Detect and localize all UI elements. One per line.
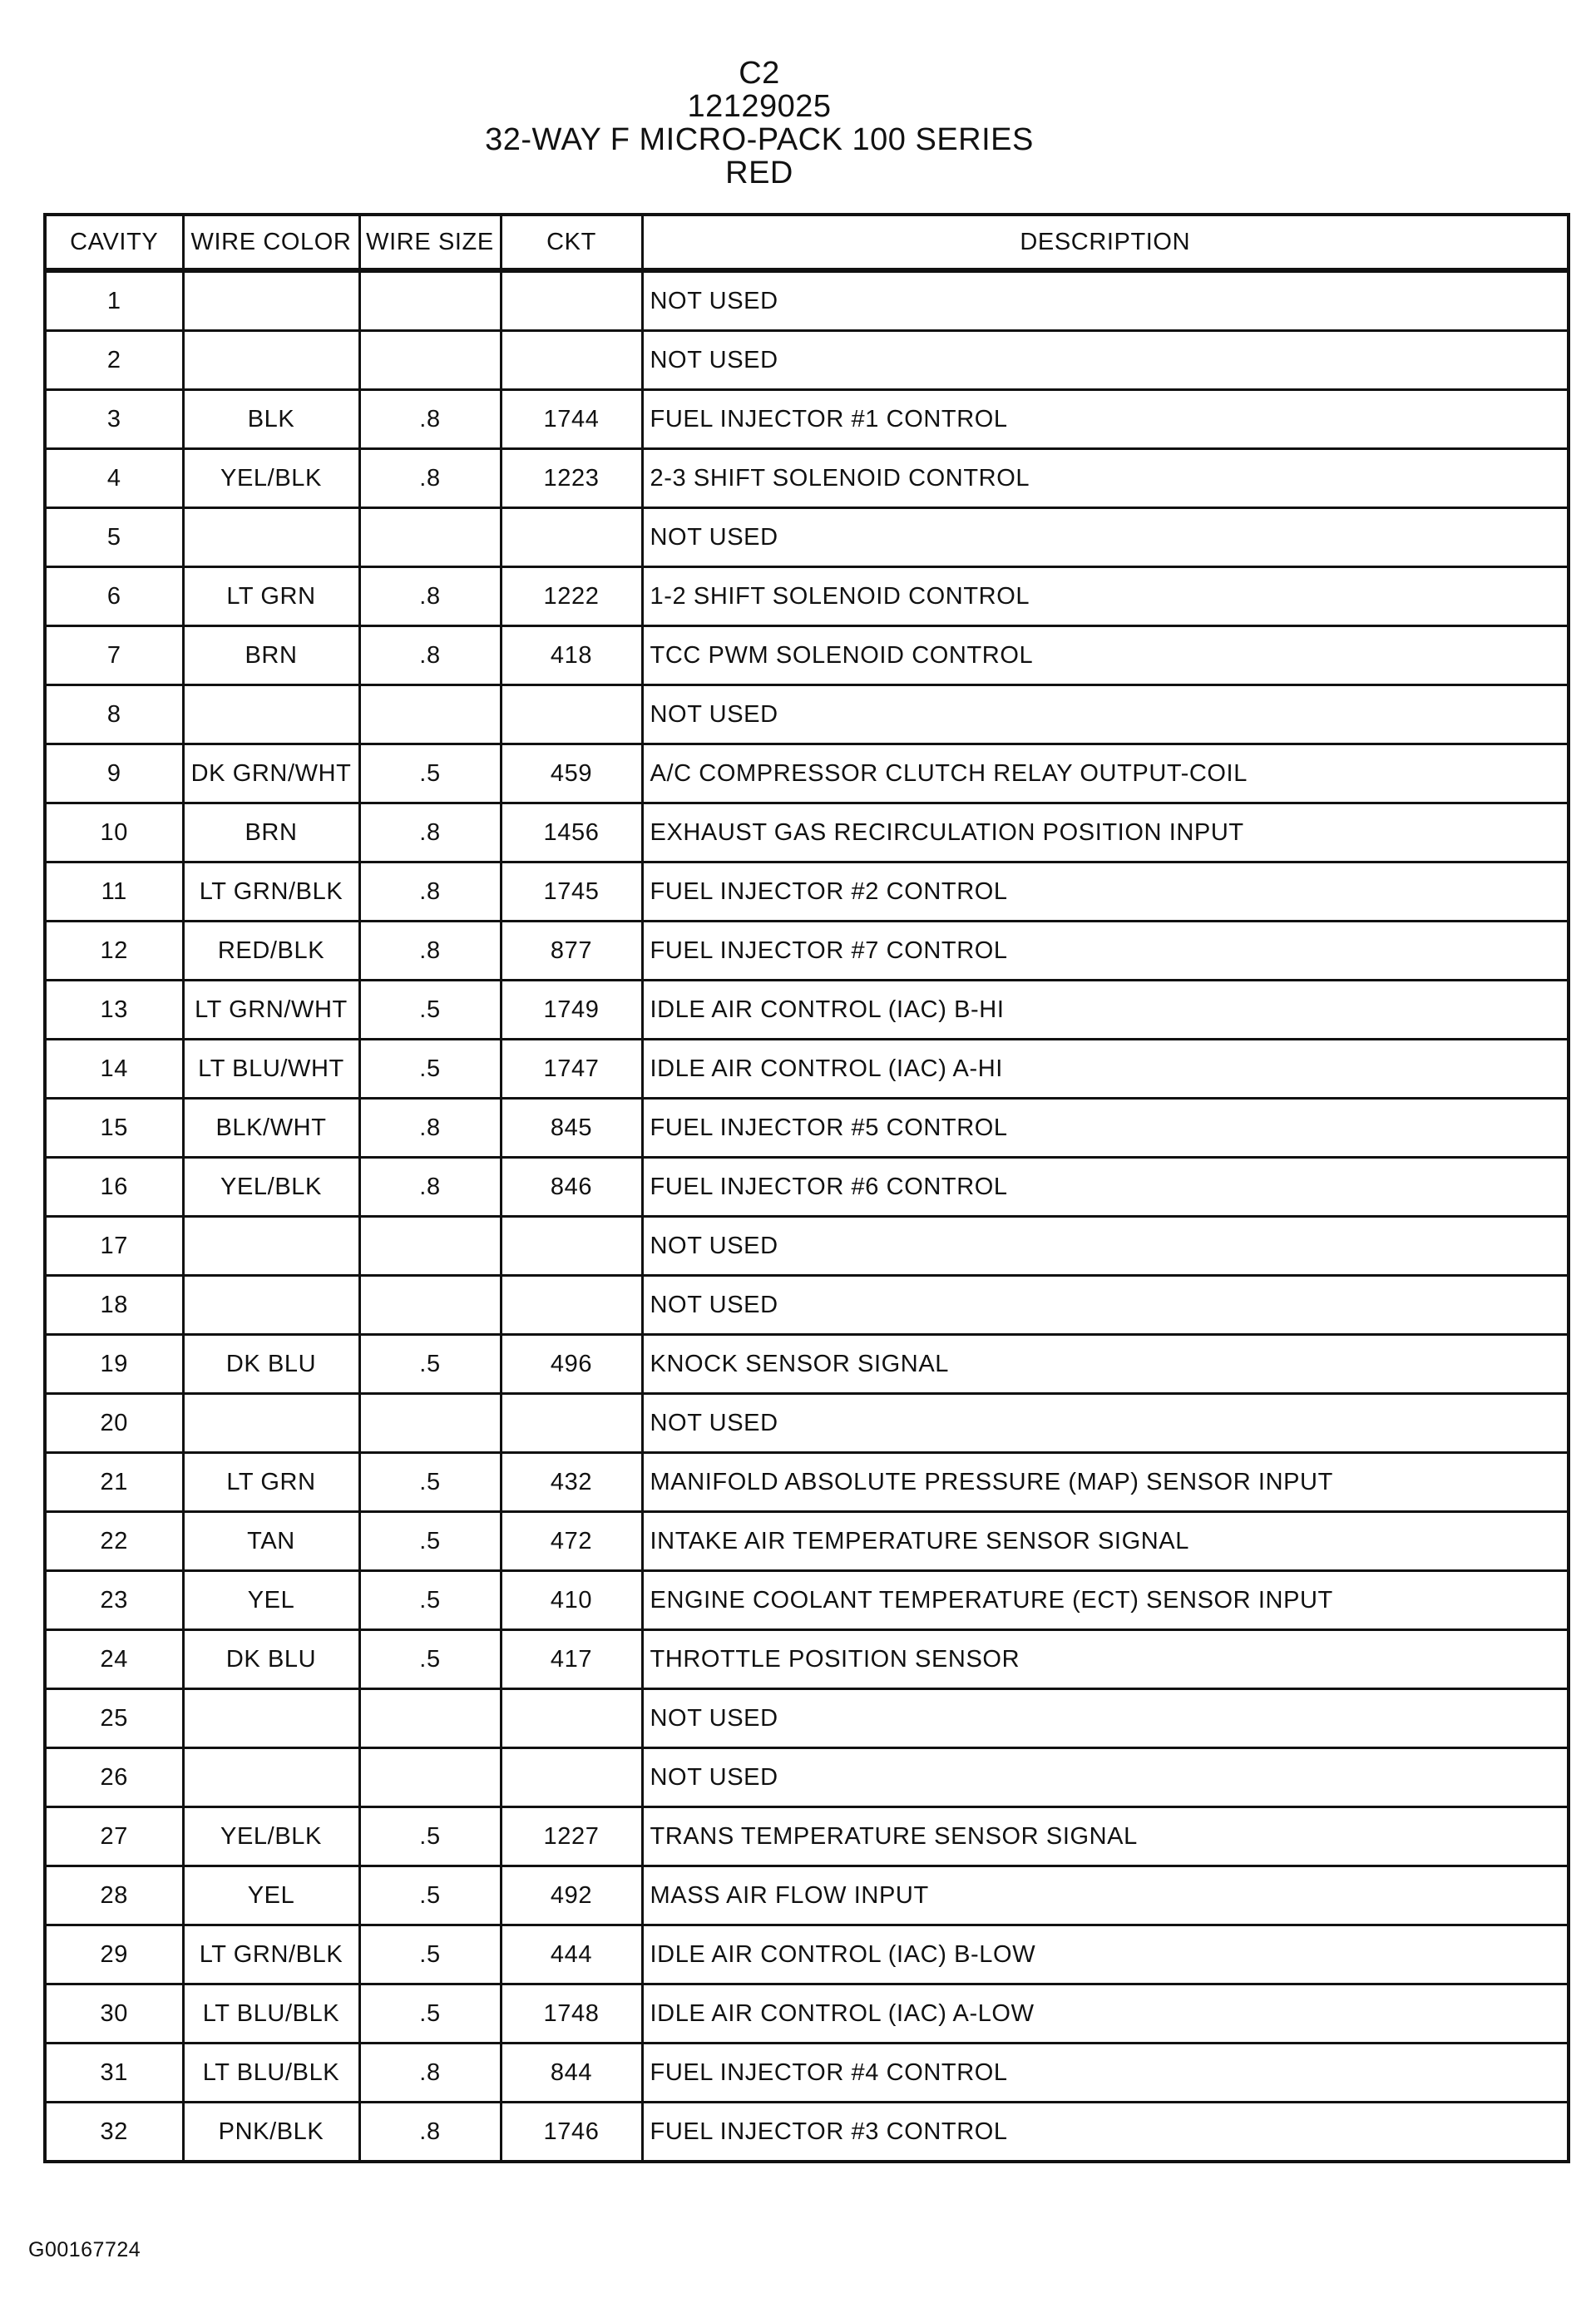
column-header-wire-color: WIRE COLOR [183,215,359,270]
ckt-cell: 410 [501,1571,642,1630]
ckt-cell [501,1689,642,1748]
table-row [45,390,1569,449]
ckt-cell: 418 [501,626,642,685]
wire-size-cell: .8 [359,862,501,922]
ckt-cell: 845 [501,1099,642,1158]
cavity-cell: 12 [45,922,183,981]
wire-size-cell: .5 [359,1335,501,1394]
wire-color-cell: LT BLU/WHT [183,1040,359,1099]
ckt-cell: 1222 [501,567,642,626]
ckt-cell: 444 [501,1925,642,1984]
cavity-cell: 31 [45,2044,183,2103]
cavity-cell: 5 [45,508,183,567]
description-cell: TCC PWM SOLENOID CONTROL [642,626,1569,685]
column-header-description: DESCRIPTION [642,215,1569,270]
cavity-cell: 14 [45,1040,183,1099]
wire-size-cell [359,1748,501,1807]
cavity-cell: 29 [45,1925,183,1984]
wire-size-cell: .5 [359,1807,501,1866]
ckt-cell: 1744 [501,390,642,449]
cavity-cell: 4 [45,449,183,508]
ckt-cell: 844 [501,2044,642,2103]
table-row [45,2103,1569,2162]
wire-size-cell: .5 [359,1453,501,1512]
ckt-cell: 496 [501,1335,642,1394]
cavity-cell: 16 [45,1158,183,1217]
wire-color-cell: LT GRN/BLK [183,862,359,922]
description-cell: INTAKE AIR TEMPERATURE SENSOR SIGNAL [642,1512,1569,1571]
wire-size-cell [359,1689,501,1748]
table-row [45,1807,1569,1866]
wire-size-cell: .8 [359,626,501,685]
wire-size-cell: .8 [359,2044,501,2103]
table-row [45,1689,1569,1748]
wire-size-cell: .8 [359,1158,501,1217]
wire-color-cell [183,1217,359,1276]
connector-color: RED [725,156,793,190]
cavity-cell: 7 [45,626,183,685]
wire-color-cell [183,508,359,567]
description-cell: ENGINE COOLANT TEMPERATURE (ECT) SENSOR INPUT [642,1571,1569,1630]
wire-size-cell: .5 [359,1630,501,1689]
table-row [45,331,1569,390]
wire-color-cell: LT GRN [183,567,359,626]
header-row [45,215,1569,270]
wire-color-cell: YEL [183,1866,359,1925]
description-cell: TRANS TEMPERATURE SENSOR SIGNAL [642,1807,1569,1866]
wire-size-cell [359,331,501,390]
description-cell: IDLE AIR CONTROL (IAC) A-HI [642,1040,1569,1099]
ckt-cell: 1747 [501,1040,642,1099]
table-row [45,449,1569,508]
wire-color-cell: BLK/WHT [183,1099,359,1158]
cavity-cell: 23 [45,1571,183,1630]
wire-color-cell: LT GRN/BLK [183,1925,359,1984]
ckt-cell: 1749 [501,981,642,1040]
figure-id: G00167724 [28,2238,141,2261]
table-row [45,626,1569,685]
cavity-cell: 30 [45,1984,183,2044]
wire-color-cell: YEL/BLK [183,1158,359,1217]
table-row [45,1512,1569,1571]
wire-color-cell: PNK/BLK [183,2103,359,2162]
ckt-cell: 432 [501,1453,642,1512]
wire-color-cell: LT GRN [183,1453,359,1512]
description-cell: MANIFOLD ABSOLUTE PRESSURE (MAP) SENSOR INPUT [642,1453,1569,1512]
cavity-cell: 6 [45,567,183,626]
cavity-cell: 26 [45,1748,183,1807]
ckt-cell: 1746 [501,2103,642,2162]
wire-size-cell [359,1217,501,1276]
description-cell: EXHAUST GAS RECIRCULATION POSITION INPUT [642,803,1569,862]
ckt-cell [501,270,642,331]
ckt-cell [501,331,642,390]
part-number: 12129025 [687,89,832,124]
description-cell: IDLE AIR CONTROL (IAC) B-HI [642,981,1569,1040]
description-cell: IDLE AIR CONTROL (IAC) A-LOW [642,1984,1569,2044]
description-cell: KNOCK SENSOR SIGNAL [642,1335,1569,1394]
cavity-cell: 3 [45,390,183,449]
cavity-cell: 20 [45,1394,183,1453]
wire-size-cell: .8 [359,449,501,508]
wire-color-cell [183,1748,359,1807]
table-body [45,270,1569,2162]
wire-size-cell: .5 [359,1925,501,1984]
connector-type: 32-WAY F MICRO-PACK 100 SERIES [485,122,1034,157]
ckt-cell: 492 [501,1866,642,1925]
cavity-cell: 11 [45,862,183,922]
wire-color-cell: YEL [183,1571,359,1630]
ckt-cell [501,1276,642,1335]
wire-color-cell: DK GRN/WHT [183,744,359,803]
wire-color-cell: YEL/BLK [183,1807,359,1866]
column-header-wire-size: WIRE SIZE [359,215,501,270]
table-row [45,981,1569,1040]
table-row [45,744,1569,803]
table-row [45,685,1569,744]
column-header-ckt: CKT [501,215,642,270]
wire-size-cell: .5 [359,1984,501,2044]
table-row [45,1099,1569,1158]
table-row [45,1040,1569,1099]
description-cell: NOT USED [642,1276,1569,1335]
wire-size-cell: .5 [359,1512,501,1571]
wire-color-cell [183,1689,359,1748]
cavity-cell: 13 [45,981,183,1040]
ckt-cell: 877 [501,922,642,981]
connector-id: C2 [739,56,780,91]
table-row [45,1217,1569,1276]
cavity-cell: 32 [45,2103,183,2162]
table-row [45,1394,1569,1453]
cavity-cell: 22 [45,1512,183,1571]
wire-size-cell [359,270,501,331]
ckt-cell [501,508,642,567]
description-cell: A/C COMPRESSOR CLUTCH RELAY OUTPUT-COIL [642,744,1569,803]
wire-color-cell: DK BLU [183,1630,359,1689]
ckt-cell: 1456 [501,803,642,862]
column-header-cavity: CAVITY [45,215,183,270]
description-cell: 2-3 SHIFT SOLENOID CONTROL [642,449,1569,508]
table-row [45,270,1569,331]
cavity-cell: 17 [45,1217,183,1276]
table-row [45,1335,1569,1394]
wire-color-cell: LT BLU/BLK [183,2044,359,2103]
wire-color-cell: BRN [183,803,359,862]
ckt-cell [501,1217,642,1276]
wire-size-cell: .8 [359,390,501,449]
table-row [45,1158,1569,1217]
wire-size-cell: .5 [359,744,501,803]
description-cell: NOT USED [642,1217,1569,1276]
table-row [45,1866,1569,1925]
description-cell: FUEL INJECTOR #6 CONTROL [642,1158,1569,1217]
ckt-cell: 1745 [501,862,642,922]
table-row [45,1984,1569,2044]
description-cell: 1-2 SHIFT SOLENOID CONTROL [642,567,1569,626]
wire-color-cell: RED/BLK [183,922,359,981]
description-cell: FUEL INJECTOR #5 CONTROL [642,1099,1569,1158]
table-row [45,508,1569,567]
wire-color-cell: TAN [183,1512,359,1571]
table-row [45,922,1569,981]
wire-size-cell: .8 [359,803,501,862]
table-row [45,1925,1569,1984]
table-row [45,1453,1569,1512]
table-row [45,803,1569,862]
ckt-cell: 472 [501,1512,642,1571]
wire-color-cell [183,1394,359,1453]
wire-size-cell: .8 [359,2103,501,2162]
description-cell: IDLE AIR CONTROL (IAC) B-LOW [642,1925,1569,1984]
cavity-cell: 21 [45,1453,183,1512]
wire-size-cell [359,1276,501,1335]
ckt-cell [501,1394,642,1453]
description-cell: NOT USED [642,331,1569,390]
wire-size-cell: .5 [359,1571,501,1630]
cavity-cell: 8 [45,685,183,744]
wire-color-cell: BLK [183,390,359,449]
ckt-cell: 1227 [501,1807,642,1866]
table-row [45,567,1569,626]
description-cell: NOT USED [642,685,1569,744]
wire-color-cell [183,685,359,744]
cavity-cell: 1 [45,270,183,331]
wire-color-cell: LT GRN/WHT [183,981,359,1040]
table-row [45,862,1569,922]
cavity-cell: 27 [45,1807,183,1866]
wire-color-cell: DK BLU [183,1335,359,1394]
wire-size-cell [359,508,501,567]
description-cell: FUEL INJECTOR #4 CONTROL [642,2044,1569,2103]
table-row [45,2044,1569,2103]
ckt-cell: 1223 [501,449,642,508]
description-cell: MASS AIR FLOW INPUT [642,1866,1569,1925]
description-cell: NOT USED [642,1748,1569,1807]
wire-size-cell: .5 [359,1040,501,1099]
wire-size-cell: .8 [359,1099,501,1158]
title-block [0,57,1519,190]
wire-color-cell [183,1276,359,1335]
wire-color-cell [183,331,359,390]
pinout-table [43,213,1570,2163]
wire-size-cell [359,1394,501,1453]
ckt-cell: 1748 [501,1984,642,2044]
table-row [45,1630,1569,1689]
cavity-cell: 28 [45,1866,183,1925]
wire-size-cell [359,685,501,744]
description-cell: NOT USED [642,1394,1569,1453]
wire-size-cell: .5 [359,981,501,1040]
ckt-cell: 417 [501,1630,642,1689]
cavity-cell: 24 [45,1630,183,1689]
ckt-cell: 846 [501,1158,642,1217]
table-row [45,1748,1569,1807]
description-cell: NOT USED [642,1689,1569,1748]
ckt-cell [501,685,642,744]
cavity-cell: 19 [45,1335,183,1394]
wire-color-cell: YEL/BLK [183,449,359,508]
wire-color-cell [183,270,359,331]
table-row [45,1571,1569,1630]
wire-color-cell: LT BLU/BLK [183,1984,359,2044]
description-cell: THROTTLE POSITION SENSOR [642,1630,1569,1689]
description-cell: FUEL INJECTOR #1 CONTROL [642,390,1569,449]
cavity-cell: 18 [45,1276,183,1335]
description-cell: FUEL INJECTOR #7 CONTROL [642,922,1569,981]
wire-size-cell: .8 [359,567,501,626]
cavity-cell: 10 [45,803,183,862]
wire-size-cell: .5 [359,1866,501,1925]
ckt-cell [501,1748,642,1807]
ckt-cell: 459 [501,744,642,803]
description-cell: NOT USED [642,508,1569,567]
cavity-cell: 9 [45,744,183,803]
description-cell: FUEL INJECTOR #3 CONTROL [642,2103,1569,2162]
cavity-cell: 2 [45,331,183,390]
table-row [45,1276,1569,1335]
cavity-cell: 15 [45,1099,183,1158]
description-cell: NOT USED [642,270,1569,331]
cavity-cell: 25 [45,1689,183,1748]
description-cell: FUEL INJECTOR #2 CONTROL [642,862,1569,922]
wire-color-cell: BRN [183,626,359,685]
wire-size-cell: .8 [359,922,501,981]
